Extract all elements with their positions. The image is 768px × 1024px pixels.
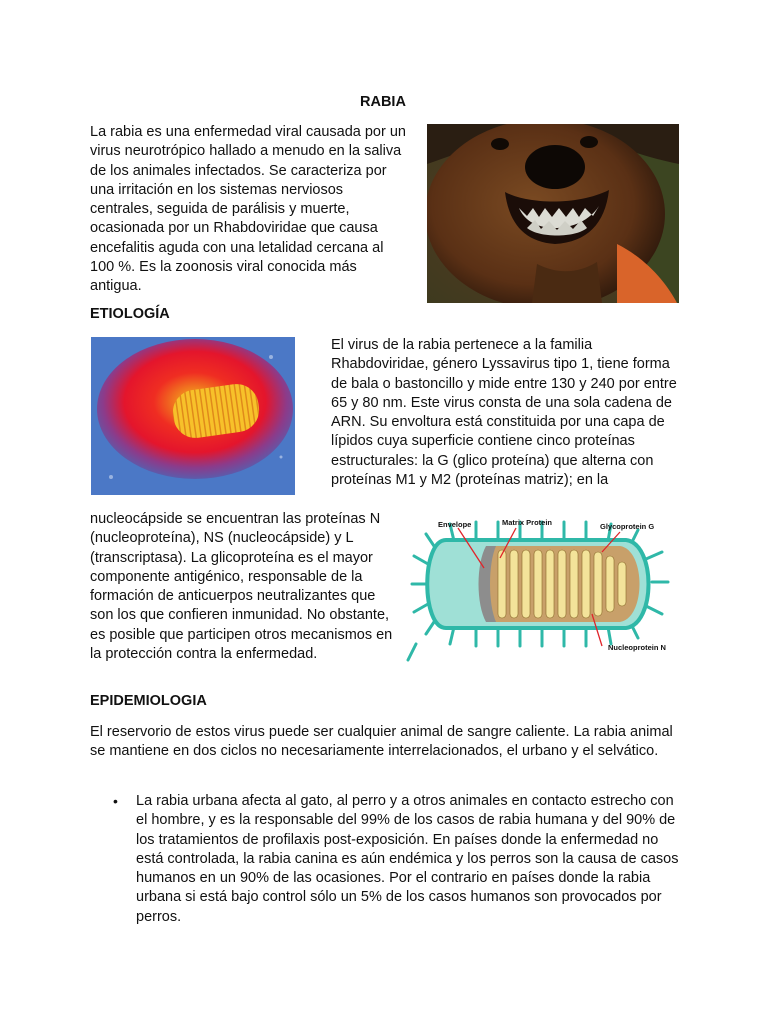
etiologia-paragraph-2: nucleocápside se encuentran las proteínas N (nucleoproteína), NS (nucleocápside) y L (transcriptasa). La glicoproteína es el mayor componente antigénico, responsable de la formación de anticuerpos neutralizantes que son los que confieren inmunidad. No obstante, es posible que participen otros mecanismos en la protección contra la enfermedad. — [90, 511, 393, 663]
list-item: La rabia urbana afecta al gato, al perro y a otros animales en contacto estrecho con el hombre, y es la responsable del 99% de los casos de rabia humana y del 90% de los tratamientos de profilaxis post-exposición. En países donde la enfermedad no está controlada, la rabia canina es aún endémica y los perros son la causa de casos humanos en un 90% de las ocasiones. Por el contrario en países donde la rabia urbana si está bajo control sólo un 5% de los casos humanos son provocados por perros. — [136, 793, 679, 925]
rabid-dog-photo — [427, 124, 679, 303]
etiologia-paragraph-1: El virus de la rabia pertenece a la familia Rhabdoviridae, género Lyssavirus tipo 1, tiene forma de bala o bastoncillo y mide entre 130 y 240 por entre 65 y 80 nm. Este virus consta de una sola cadena de ARN. Su envoltura está constituida por una capa de lípidos cuya superficie contiene cinco proteínas estructurales: la G (glico proteína) que alterna con proteínas M1 y M2 (proteínas matriz); en la — [331, 337, 677, 489]
diagram-label-glyco: Glycoprotein G — [600, 522, 655, 531]
section-heading-epidemiologia: EPIDEMIOLOGIA — [90, 693, 207, 709]
diagram-label-matrix: Matrix Protein — [502, 518, 553, 527]
intro-paragraph: La rabia es una enfermedad viral causada por un virus neurotrópico hallado a menudo en la saliva de los animales infectados. Se caracteriza por una irritación en los sistemas nerviosos centrales, seguida de parálisis y muerte, ocasionada por un Rhabdoviridae que causa encefalitis aguda con una letalidad cercana al 100 %. Es la zoonosis viral conocida más antigua. — [90, 124, 406, 295]
virus-micrograph — [91, 337, 295, 495]
bullet-marker: • — [113, 793, 118, 809]
virion-structure-diagram — [406, 514, 678, 664]
section-heading-etiologia: ETIOLOGÍA — [90, 306, 170, 322]
epidemiologia-paragraph: El reservorio de estos virus puede ser cualquier animal de sangre caliente. La rabia animal se mantiene en dos ciclos no necesariamente interrelacionados, el urbano y el selvático. — [90, 724, 673, 760]
diagram-label-envelope: Envelope — [438, 520, 472, 529]
diagram-label-nucleo: Nucleoprotein N — [608, 643, 666, 652]
page-title: RABIA — [360, 94, 406, 110]
